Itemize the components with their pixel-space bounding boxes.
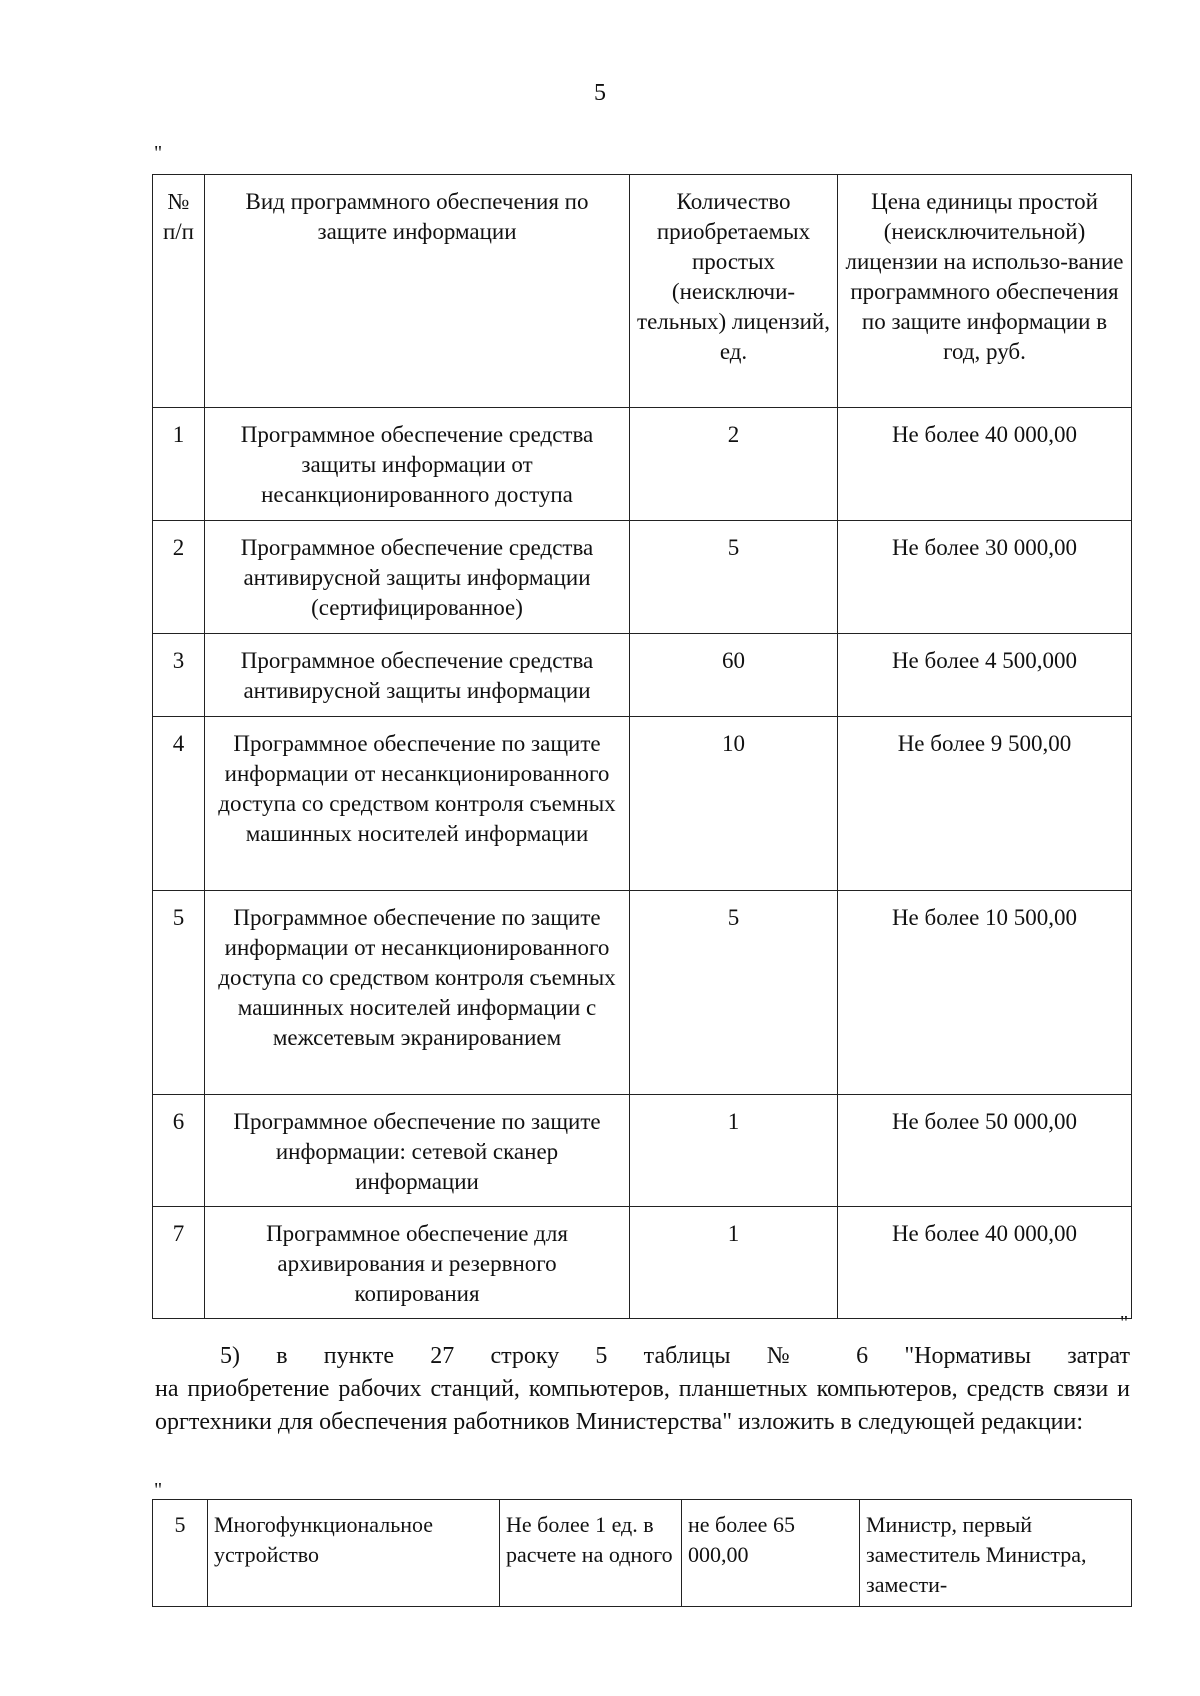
row-number: 6 [153,1095,205,1207]
row-number: 7 [153,1207,205,1319]
table-header-row [153,175,1132,408]
row-quantity: 1 [630,1207,838,1319]
closing-quote-mark: " [1120,1312,1129,1334]
opening-quote-mark-2: " [154,1479,163,1501]
header-number: № п/п [153,175,205,408]
row-quantity-norm: Не более 1 ед. в расчете на одного [500,1500,682,1607]
row-quantity: 2 [630,408,838,521]
row-price: Не более 50 000,00 [838,1095,1132,1207]
row-price: Не более 40 000,00 [838,408,1132,521]
row-price: не более 65 000,00 [682,1500,860,1607]
row-position: Министр, первый заместитель Министра, замести- [860,1500,1132,1607]
row-number: 5 [153,891,205,1095]
table-row [153,891,1132,1095]
software-licenses-table [152,174,1132,1319]
row-price: Не более 30 000,00 [838,521,1132,634]
row-software-name: Программное обеспечение для архивирования и резервного копирования [205,1207,630,1319]
row-price: Не более 10 500,00 [838,891,1132,1095]
table-row [153,634,1132,717]
row-quantity: 10 [630,717,838,891]
row-price: Не более 9 500,00 [838,717,1132,891]
row-number: 4 [153,717,205,891]
row-software-name: Программное обеспечение средства защиты информации от несанкционированного доступа [205,408,630,521]
table-row [153,408,1132,521]
table-row [153,521,1132,634]
row-quantity: 5 [630,891,838,1095]
header-license-quantity: Количество приобретаемых простых (неисключи-тельных) лицензий, ед. [630,175,838,408]
row-equipment-name: Многофункциональное устройство [208,1500,500,1607]
row-software-name: Программное обеспечение по защите информации от несанкционированного доступа со средством контроля съемных машинных носителей информации [205,717,630,891]
table-row [153,1500,1132,1607]
row-software-name: Программное обеспечение по защите информации: сетевой сканер информации [205,1095,630,1207]
row-number: 3 [153,634,205,717]
paragraph-body: на приобретение рабочих станций, компьютеров, планшетных компьютеров, средств связи и оргтехники для обеспечения работников Министерства" изложить в следующей редакции: [155,1376,1130,1435]
table-row [153,717,1132,891]
row-software-name: Программное обеспечение средства антивирусной защиты информации [205,634,630,717]
equipment-norms-table [152,1499,1132,1607]
row-quantity: 5 [630,521,838,634]
row-number: 5 [153,1500,208,1607]
table-row [153,1207,1132,1319]
row-price: Не более 4 500,000 [838,634,1132,717]
amendment-paragraph [155,1340,1130,1439]
table-row [153,1095,1132,1207]
page-number: 5 [594,80,606,106]
row-software-name: Программное обеспечение по защите информации от несанкционированного доступа со средством контроля съемных машинных носителей информации с межсетевым экранированием [205,891,630,1095]
row-quantity: 1 [630,1095,838,1207]
header-license-price: Цена единицы простой (неисключительной) лицензии на использо-вание программного обеспечения по защите информации в год, руб. [838,175,1132,408]
row-number: 2 [153,521,205,634]
opening-quote-mark: " [154,142,163,164]
row-price: Не более 40 000,00 [838,1207,1132,1319]
row-quantity: 60 [630,634,838,717]
row-software-name: Программное обеспечение средства антивирусной защиты информации (сертифицированное) [205,521,630,634]
row-number: 1 [153,408,205,521]
paragraph-first-line: 5) в пункте 27 строку 5 таблицы № 6 "Нормативы затрат [220,1343,1130,1369]
header-software-type: Вид программного обеспечения по защите информации [205,175,630,408]
